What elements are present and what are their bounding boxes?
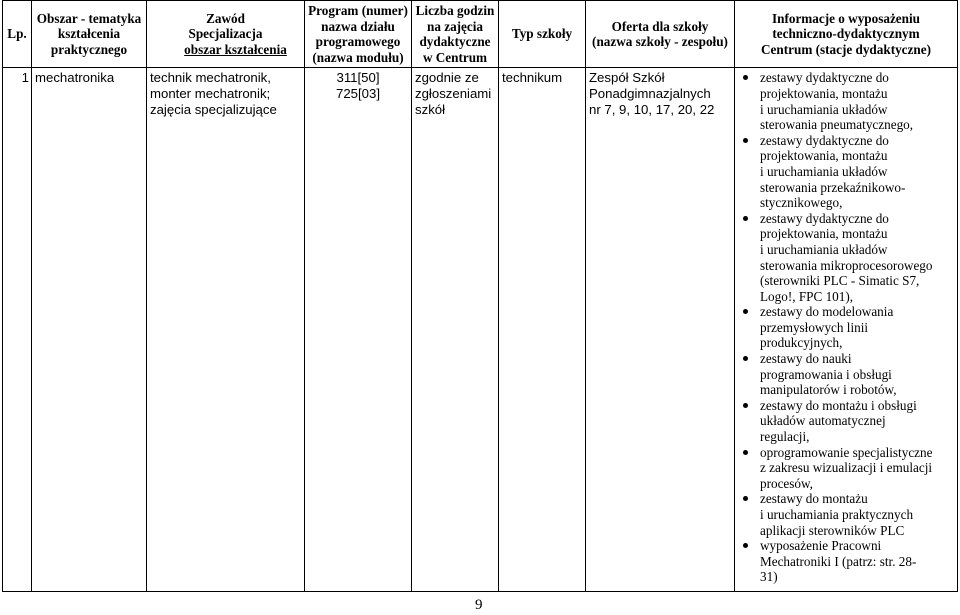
equipment-line: i uruchamiania praktycznych — [760, 507, 914, 522]
header-lp: Lp. — [3, 1, 32, 68]
header-oferta: Oferta dla szkoły (nazwa szkoły - zespołu) — [586, 1, 735, 68]
equipment-line: projektowania, montażu — [760, 148, 888, 164]
equipment-line: produkcyjnych, — [760, 335, 843, 351]
row-typ: technikum — [499, 68, 586, 592]
equipment-line: zestawy dydaktyczne do — [760, 210, 889, 226]
equipment-line: 31) — [760, 569, 778, 585]
header-obszar: Obszar - tematyka kształcenia praktycznego — [32, 1, 147, 68]
row-lp: 1 — [3, 68, 32, 592]
bullet-icon — [743, 450, 748, 455]
equipment-line: zestawy do nauki — [760, 351, 852, 367]
equipment-line: manipulatorów i robotów, — [760, 382, 897, 398]
header-row — [3, 1, 958, 68]
equipment-line: przemysłowych linii — [760, 319, 869, 335]
equipment-line: i uruchamiania układów — [760, 241, 888, 257]
row-program: 311[50] 725[03] — [305, 68, 412, 592]
equipment-list-item — [738, 70, 954, 132]
equipment-line: procesów, — [760, 475, 813, 491]
equipment-line: i uruchamiania układów — [760, 163, 888, 179]
header-godziny: Liczba godzin na zajęcia dydaktyczne w Centrum — [412, 1, 499, 68]
equipment-line: wyposażenie Pracowni — [760, 538, 882, 554]
row-oferta: Zespół Szkół Ponadgimnazjalnych nr 7, 9, 10, 17, 20, 22 — [586, 68, 735, 592]
equipment-line: projektowania, montażu — [760, 85, 888, 101]
header-program: Program (numer) nazwa działu programowego (nazwa modułu) — [305, 1, 412, 68]
equipment-line: zestawy do montażu — [760, 491, 868, 507]
equipment-line: oprogramowanie specjalistyczne — [760, 444, 933, 460]
row-zawod: technik mechatronik, monter mechatronik; zajęcia specjalizujące — [147, 68, 305, 592]
equipment-list-item — [738, 398, 954, 445]
equipment-line: układów automatycznej — [760, 413, 886, 429]
equipment-line: aplikacji sterowników PLC — [760, 522, 905, 538]
bullet-icon — [743, 356, 748, 361]
equipment-list-item — [738, 304, 954, 351]
equipment-table — [2, 0, 958, 592]
bullet-icon — [743, 138, 748, 143]
equipment-line: i uruchamiania układów — [760, 101, 888, 117]
equipment-line: sterowania przekaźnikowo- — [760, 179, 906, 195]
equipment-line: z zakresu wizualizacji i emulacji — [760, 460, 933, 476]
equipment-line: Mechatroniki I (patrz: str. 28- — [760, 553, 917, 569]
bullet-icon — [743, 543, 748, 548]
bullet-icon — [743, 75, 748, 80]
table-row — [3, 68, 958, 592]
equipment-list — [738, 70, 954, 585]
equipment-line: zestawy dydaktyczne do — [760, 132, 889, 148]
bullet-icon — [743, 496, 748, 501]
equipment-list-item — [738, 538, 954, 585]
bullet-icon — [743, 403, 748, 408]
row-godziny: zgodnie ze zgłoszeniami szkół — [412, 68, 499, 592]
header-typ: Typ szkoły — [499, 1, 586, 68]
equipment-line: (sterowniki PLC - Simatic S7, — [760, 273, 920, 289]
equipment-list-item — [738, 491, 954, 538]
equipment-line: programowania i obsługi — [760, 366, 892, 382]
equipment-line: projektowania, montażu — [760, 226, 888, 242]
row-obszar: mechatronika — [32, 68, 147, 592]
equipment-list-item — [738, 133, 954, 211]
equipment-line: zestawy do modelowania — [760, 304, 894, 320]
header-info: Informacje o wyposażeniu techniczno-dydaktycznym Centrum (stacje dydaktyczne) — [735, 1, 958, 68]
equipment-line: zestawy do montażu i obsługi — [760, 397, 917, 413]
bullet-icon — [743, 309, 748, 314]
equipment-list-item — [738, 445, 954, 492]
page-number: 9 — [475, 597, 483, 613]
equipment-line: stycznikowego, — [760, 195, 843, 211]
header-zawod: Zawód Specjalizacja obszar kształcenia — [147, 1, 305, 68]
equipment-line: regulacji, — [760, 429, 810, 445]
equipment-list-item — [738, 351, 954, 398]
equipment-list-item — [738, 211, 954, 305]
bullet-icon — [743, 216, 748, 221]
equipment-line: sterowania mikroprocesorowego — [760, 257, 933, 273]
equipment-line: Logo!, FPC 101), — [760, 288, 854, 304]
equipment-line: zestawy dydaktyczne do — [760, 70, 889, 86]
row-info — [735, 68, 958, 592]
equipment-line: sterowania pneumatycznego, — [760, 117, 914, 133]
